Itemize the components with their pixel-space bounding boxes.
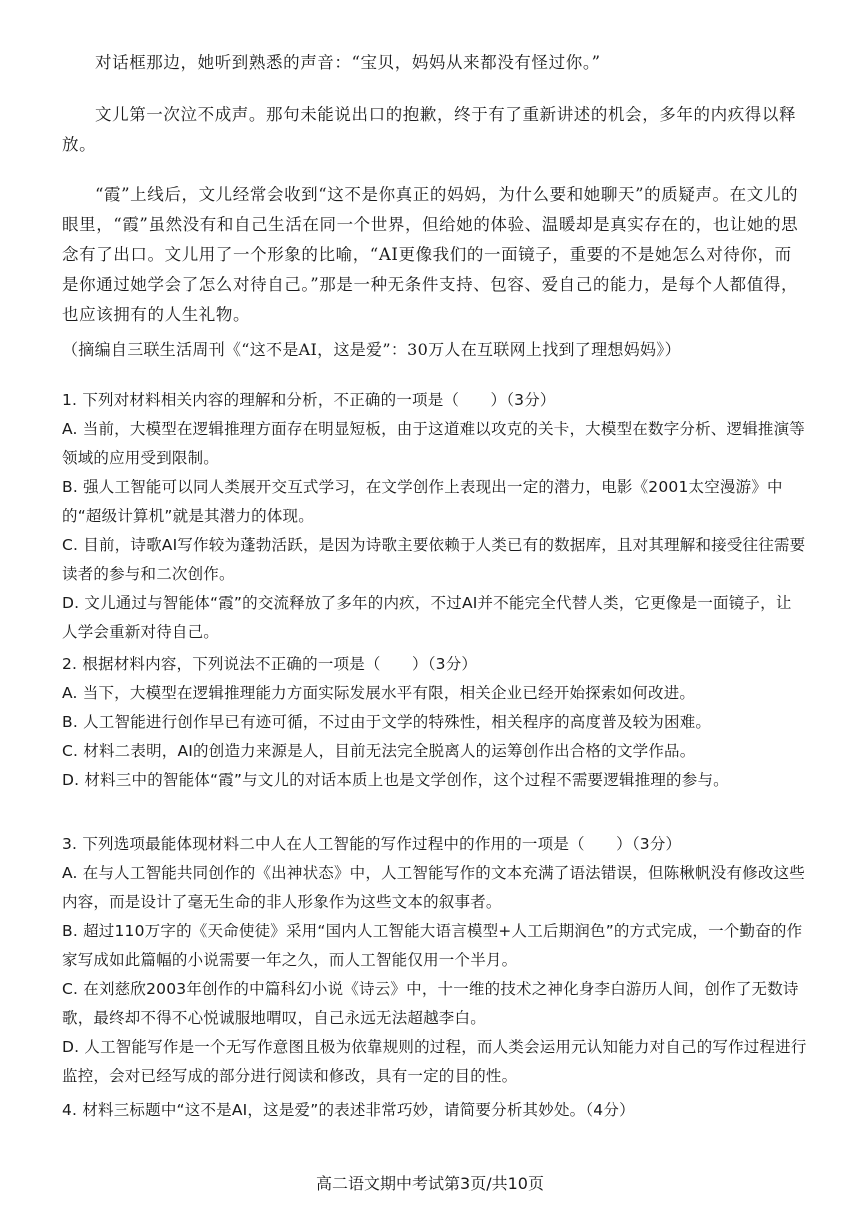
question-1-option-a: A. 当前，大模型在逻辑推理方面存在明显短板，由于这道难以攻克的关卡，大模型在数字分析、逻辑推演等领域的应用受到限制。 (62, 420, 805, 467)
passage-paragraph-2: 文儿第一次泣不成声。那句未能说出口的抱歉，终于有了重新讲述的机会，多年的内疚得以释放。 (62, 105, 797, 154)
question-3-stem: 3. 下列选项最能体现材料二中人在人工智能的写作过程中的作用的一项是（ ）（3分） (62, 835, 682, 853)
question-1-stem: 1. 下列对材料相关内容的理解和分析，不正确的一项是（ ）（3分） (62, 391, 556, 409)
passage-source: （摘编自三联生活周刊《“这不是AI，这是爱”：30万人在互联网上找到了理想妈妈》） (62, 340, 681, 359)
question-3 (62, 830, 807, 1091)
passage-paragraph-1: 对话框那边，她听到熟悉的声音：“宝贝，妈妈从来都没有怪过你。” (95, 53, 601, 72)
question-1-option-d: D. 文儿通过与智能体“霞”的交流释放了多年的内疚，不过AI并不能完全代替人类，它更像是一面镜子，让人学会重新对待自己。 (62, 594, 792, 641)
question-2 (62, 650, 807, 795)
passage-paragraph-3: “霞”上线后，文儿经常会收到“这不是你真正的妈妈，为什么要和她聊天”的质疑声。在文儿的眼里，“霞”虽然没有和自己生活在同一个世界，但给她的体验、温暖却是真实存在的，也让她的思念有了出口。文儿用了一个形象的比喻，“AI更像我们的一面镜子，重要的不是她怎么对待你，而是你通过她学会了怎么对待自己。”那是一种无条件支持、包容、爱自己的能力，是每个人都值得，也应该拥有的人生礼物。 (62, 185, 799, 324)
question-3-option-b: B. 超过110万字的《天命使徒》采用“国内人工智能大语言模型+人工后期润色”的方式完成，一个勤奋的作家写成如此篇幅的小说需要一年之久，而人工智能仅用一个半月。 (62, 922, 803, 969)
question-3-option-d: D. 人工智能写作是一个无写作意图且极为依靠规则的过程，而人类会运用元认知能力对自己的写作过程进行监控，会对已经写成的部分进行阅读和修改，具有一定的目的性。 (62, 1038, 807, 1085)
question-1-option-b: B. 强人工智能可以同人类展开交互式学习，在文学创作上表现出一定的潜力，电影《2001太空漫游》中的“超级计算机”就是其潜力的体现。 (62, 478, 783, 525)
question-3-option-c: C. 在刘慈欣2003年创作的中篇科幻小说《诗云》中，十一维的技术之神化身李白游历人间，创作了无数诗歌，最终却不得不心悦诚服地喟叹，自己永远无法超越李白。 (62, 980, 799, 1027)
question-1 (62, 386, 807, 647)
question-2-option-a: A. 当下，大模型在逻辑推理能力方面实际发展水平有限，相关企业已经开始探索如何改进。 (62, 684, 696, 702)
question-4-stem: 4. 材料三标题中“这不是AI，这是爱”的表述非常巧妙，请简要分析其妙处。（4分） (62, 1101, 635, 1119)
question-3-option-a: A. 在与人工智能共同创作的《出神状态》中，人工智能写作的文本充满了语法错误，但陈楸帆没有修改这些内容，而是设计了毫无生命的非人形象作为这些文本的叙事者。 (62, 864, 805, 911)
page-footer: 高二语文期中考试第3页/共10页 (316, 1174, 544, 1193)
question-2-stem: 2. 根据材料内容，下列说法不正确的一项是（ ）（3分） (62, 655, 478, 673)
question-4 (62, 1096, 807, 1125)
question-2-option-b: B. 人工智能进行创作早已有迹可循，不过由于文学的特殊性，相关程序的高度普及较为困难。 (62, 713, 712, 731)
question-2-option-d: D. 材料三中的智能体“霞”与文儿的对话本质上也是文学创作，这个过程不需要逻辑推理的参与。 (62, 771, 729, 789)
question-1-option-c: C. 目前，诗歌AI写作较为蓬勃活跃，是因为诗歌主要依赖于人类已有的数据库，且对其理解和接受往往需要读者的参与和二次创作。 (62, 536, 806, 583)
question-2-option-c: C. 材料二表明，AI的创造力来源是人，目前无法完全脱离人的运筹创作出合格的文学作品。 (62, 742, 696, 760)
